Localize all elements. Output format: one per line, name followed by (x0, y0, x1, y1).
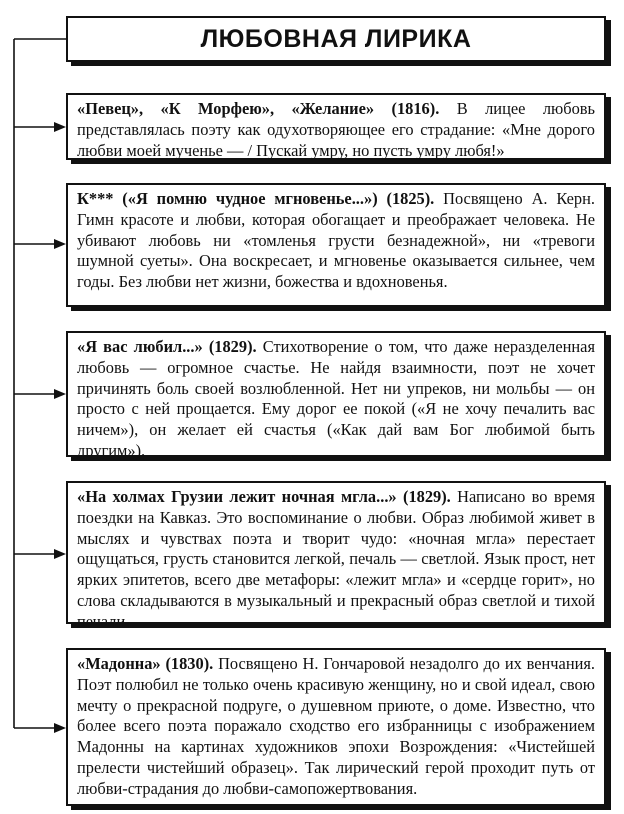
card-heading: «Певец», «К Морфею», «Желание» (1816). (77, 99, 457, 118)
card-heading: «На холмах Грузии лежит ночная мгла...» (1829). (77, 487, 458, 506)
card-k-kern (66, 183, 606, 307)
card-heading: «Я вас любил...» (1829). (77, 337, 263, 356)
card-text: Написано во время поездки на Кавказ. Это воспоминание о любви. Образ любимой живет в мыслях и чувствах поэта и творит чудо: «ночная мгла» перестает ощущаться, грусть становится легкой, печаль — светлой. Язык прост, нет ярких эпитетов, всего две метафоры: «лежит мгла» и «сердце горит», но слова складываются в музыкальный и прекрасный образ светлой и тихой печали. (77, 487, 595, 631)
card-ya-vas-lyubil (66, 331, 606, 460)
card-text: Посвящено Н. Гончаровой незадолго до их венчания. Поэт полюбил не только очень красивую женщину, но и свой идеал, свою мечту о прекрасной подруге, о душевном приюте, о доме. Известно, что более всего поэта поражало сходство его избранницы с изображением Мадонны на картинах художников эпохи Возрождения: «Чистейшей прелести чистейший образец». Так лирический герой проходит путь от любви-страдания до любви-самопожертвования. (77, 654, 595, 798)
card-text: В лицее любовь представлялась поэту как одухотворяющее его страдание: «Мне дорого любви моей мученье — / Пускай умру, но пусть умру любя!» (77, 99, 596, 160)
card-heading: К*** («Я помню чудное мгновенье...») (1825). (77, 189, 444, 208)
card-text: Стихотворение о том, что даже неразделенная любовь — огромное счастье. Не найдя взаимности, поэт не хочет причинять боль своей возлюбленной. Нет ни упреков, ни мольбы — он просто с ней прощается. Ему дорог ее покой («Я не хочу печалить вас ничем»), он желает ей счастья («Как дай вам Бог любимой быть другим»). (77, 337, 595, 460)
card-text: Посвящено А. Керн. Гимн красоте и любви, которая обогащает и преображает человека. Не убивают любовь ни «томленья грусти безнадежной», ни «тревоги шумной суеты». Она воскресает, и мгновенье оказывается сильнее, чем годы. Без любви нет жизни, божества и вдохновенья. (77, 189, 595, 292)
card-na-kholmakh-gruzii (66, 481, 606, 631)
page-title: ЛЮБОВНАЯ ЛИРИКА (200, 24, 472, 53)
card-pevets (66, 93, 606, 160)
card-heading: «Мадонна» (1830). (77, 654, 219, 673)
title-box (66, 16, 606, 62)
card-madonna (66, 648, 606, 806)
